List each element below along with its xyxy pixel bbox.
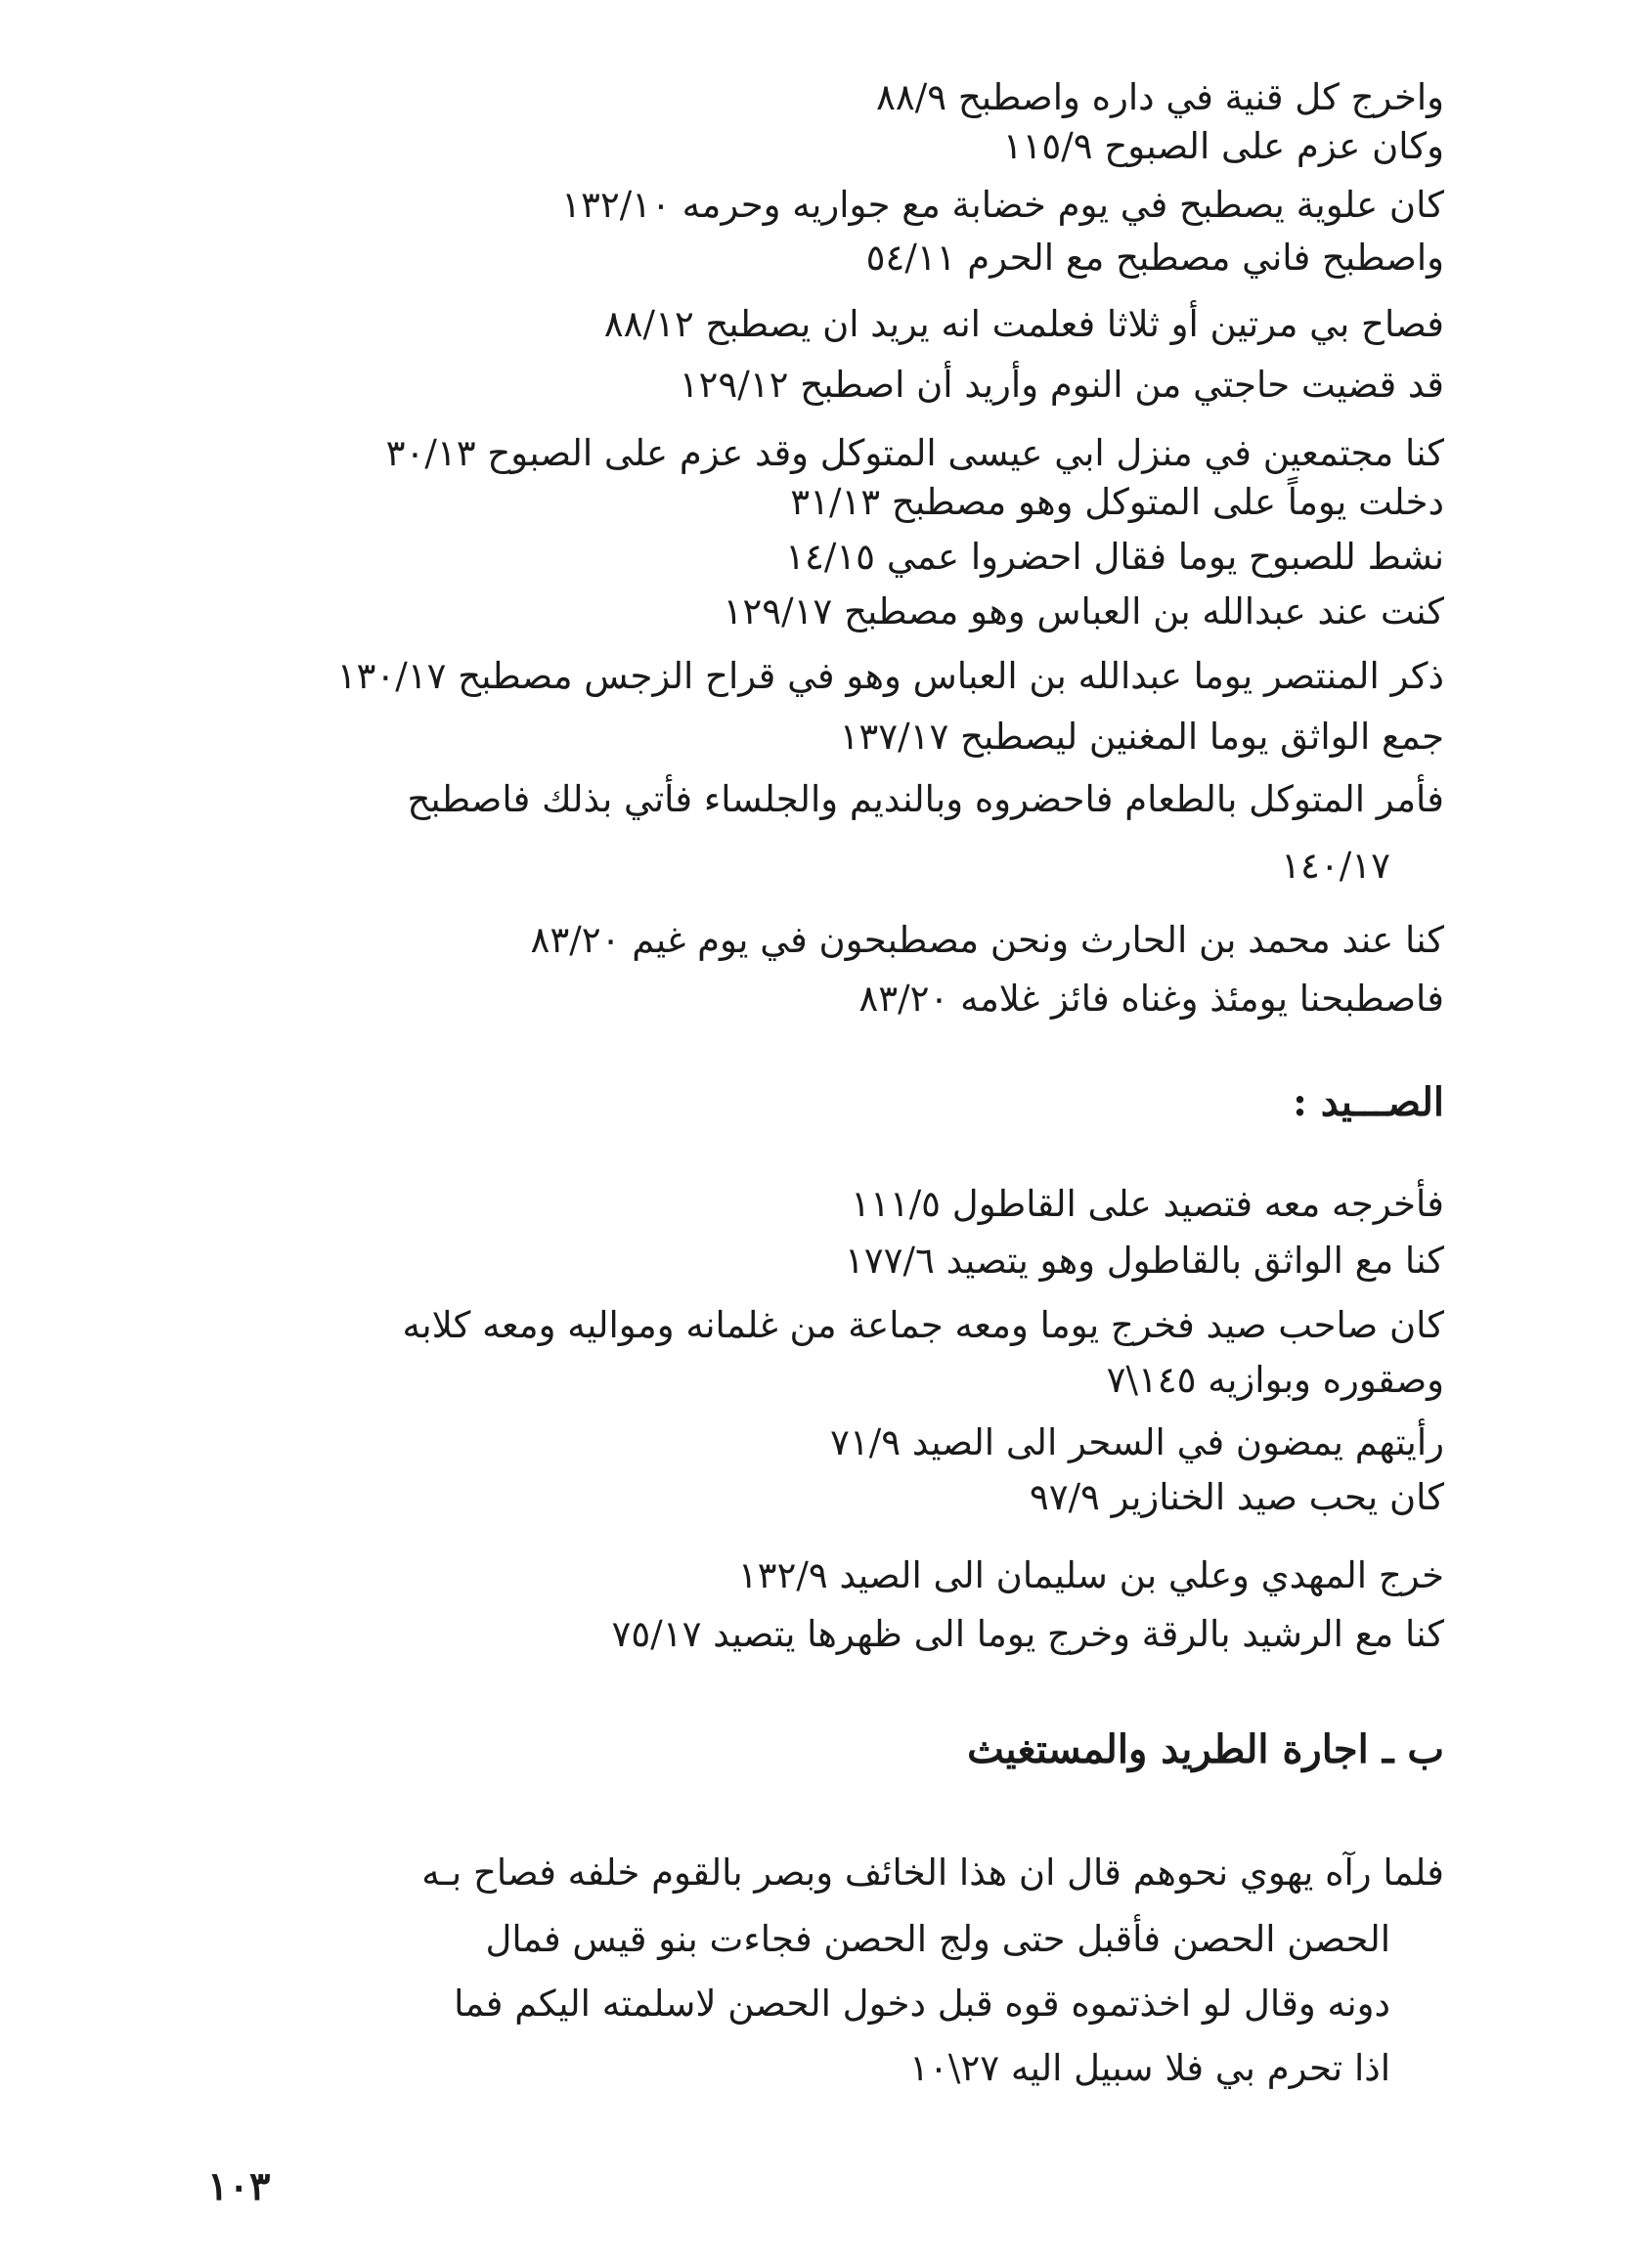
sabuh-entry: نشط للصبوح يوما فقال احضروا عمي ١٤/١٥ <box>785 536 1444 578</box>
refuge-paragraph-line: اذا تحرم بي فلا سبيل اليه ٢٧\١٠ <box>909 2047 1390 2089</box>
hunting-entry: كان يحب صيد الخنازير ٩٧/٩ <box>1029 1476 1444 1518</box>
sabuh-entry: واخرج كل قنية في داره واصطبح ٨٨/٩ <box>876 76 1444 118</box>
sabuh-entry: فاصطبحنا يومئذ وغناه فائز غلامه ٨٣/٢٠ <box>858 978 1444 1020</box>
hunting-entry: فأخرجه معه فتصيد على القاطول ١١١/٥ <box>851 1183 1444 1225</box>
refuge-paragraph-line: دونه وقال لو اخذتموه قوه قبل دخول الحصن لاسلمته اليكم فما <box>454 1983 1390 2025</box>
sabuh-entry: كنت عند عبدالله بن العباس وهو مصطبح ١٢٩/١٧ <box>723 590 1444 632</box>
sabuh-entry: واصطبح فاني مصطبح مع الحرم ٥٤/١١ <box>865 237 1444 279</box>
sabuh-entry: ذكر المنتصر يوما عبدالله بن العباس وهو في قراح الزجس مصطبح ١٣٠/١٧ <box>336 655 1444 697</box>
hunting-entry: خرج المهدي وعلي بن سليمان الى الصيد ١٣٢/٩ <box>737 1554 1444 1596</box>
hunting-entry: رأيتهم يمضون في السحر الى الصيد ٧١/٩ <box>829 1421 1444 1463</box>
hunting-entry: كنا مع الرشيد بالرقة وخرج يوما الى ظهرها يتصيد ٧٥/١٧ <box>611 1613 1444 1655</box>
page-number: ١٠٣ <box>207 2163 271 2209</box>
hunting-entry-continuation: وصقوره وبوازيه ١٤٥\٧ <box>1106 1359 1444 1401</box>
refuge-paragraph-line: فلما رآه يهوي نحوهم قال ان هذا الخائف وبصر بالقوم خلفه فصاح بـه <box>421 1852 1444 1894</box>
sabuh-entry-continuation: ١٤٠/١٧ <box>1281 845 1390 887</box>
hunting-section-heading: الصـــيد : <box>1293 1079 1444 1125</box>
hunting-entry: كنا مع الواثق بالقاطول وهو يتصيد ١٧٧/٦ <box>844 1240 1444 1282</box>
sabuh-entry: فأمر المتوكل بالطعام فاحضروه وبالنديم والجلساء فأتي بذلك فاصطبح <box>407 778 1444 820</box>
sabuh-entry: جمع الواثق يوما المغنين ليصطبح ١٣٧/١٧ <box>839 716 1444 758</box>
sabuh-entry: قد قضيت حاجتي من النوم وأريد أن اصطبح ١٢٩/١٢ <box>679 364 1444 406</box>
hunting-entry: كان صاحب صيد فخرج يوما ومعه جماعة من غلمانه ومواليه ومعه كلابه <box>402 1304 1444 1346</box>
sabuh-entry: كنا عند محمد بن الحارث ونحن مصطبحون في يوم غيم ٨٣/٢٠ <box>530 919 1444 961</box>
sabuh-entry: كنا مجتمعين في منزل ابي عيسى المتوكل وقد عزم على الصبوح ٣٠/١٣ <box>385 432 1444 474</box>
refuge-section-heading: ب ـ اجارة الطريد والمستغيث <box>967 1726 1444 1772</box>
sabuh-entry: وكان عزم على الصبوح ١١٥/٩ <box>1002 125 1444 167</box>
sabuh-entry: فصاح بي مرتين أو ثلاثا فعلمت انه يريد ان يصطبح ٨٨/١٢ <box>603 303 1444 345</box>
refuge-paragraph-line: الحصن الحصن فأقبل حتى ولج الحصن فجاءت بنو قيس فمال <box>485 1918 1390 1960</box>
sabuh-entry: دخلت يوماً على المتوكل وهو مصطبح ٣١/١٣ <box>790 481 1444 523</box>
sabuh-entry: كان علوية يصطبح في يوم خضابة مع جواريه وحرمه ١٣٢/١٠ <box>561 184 1444 226</box>
